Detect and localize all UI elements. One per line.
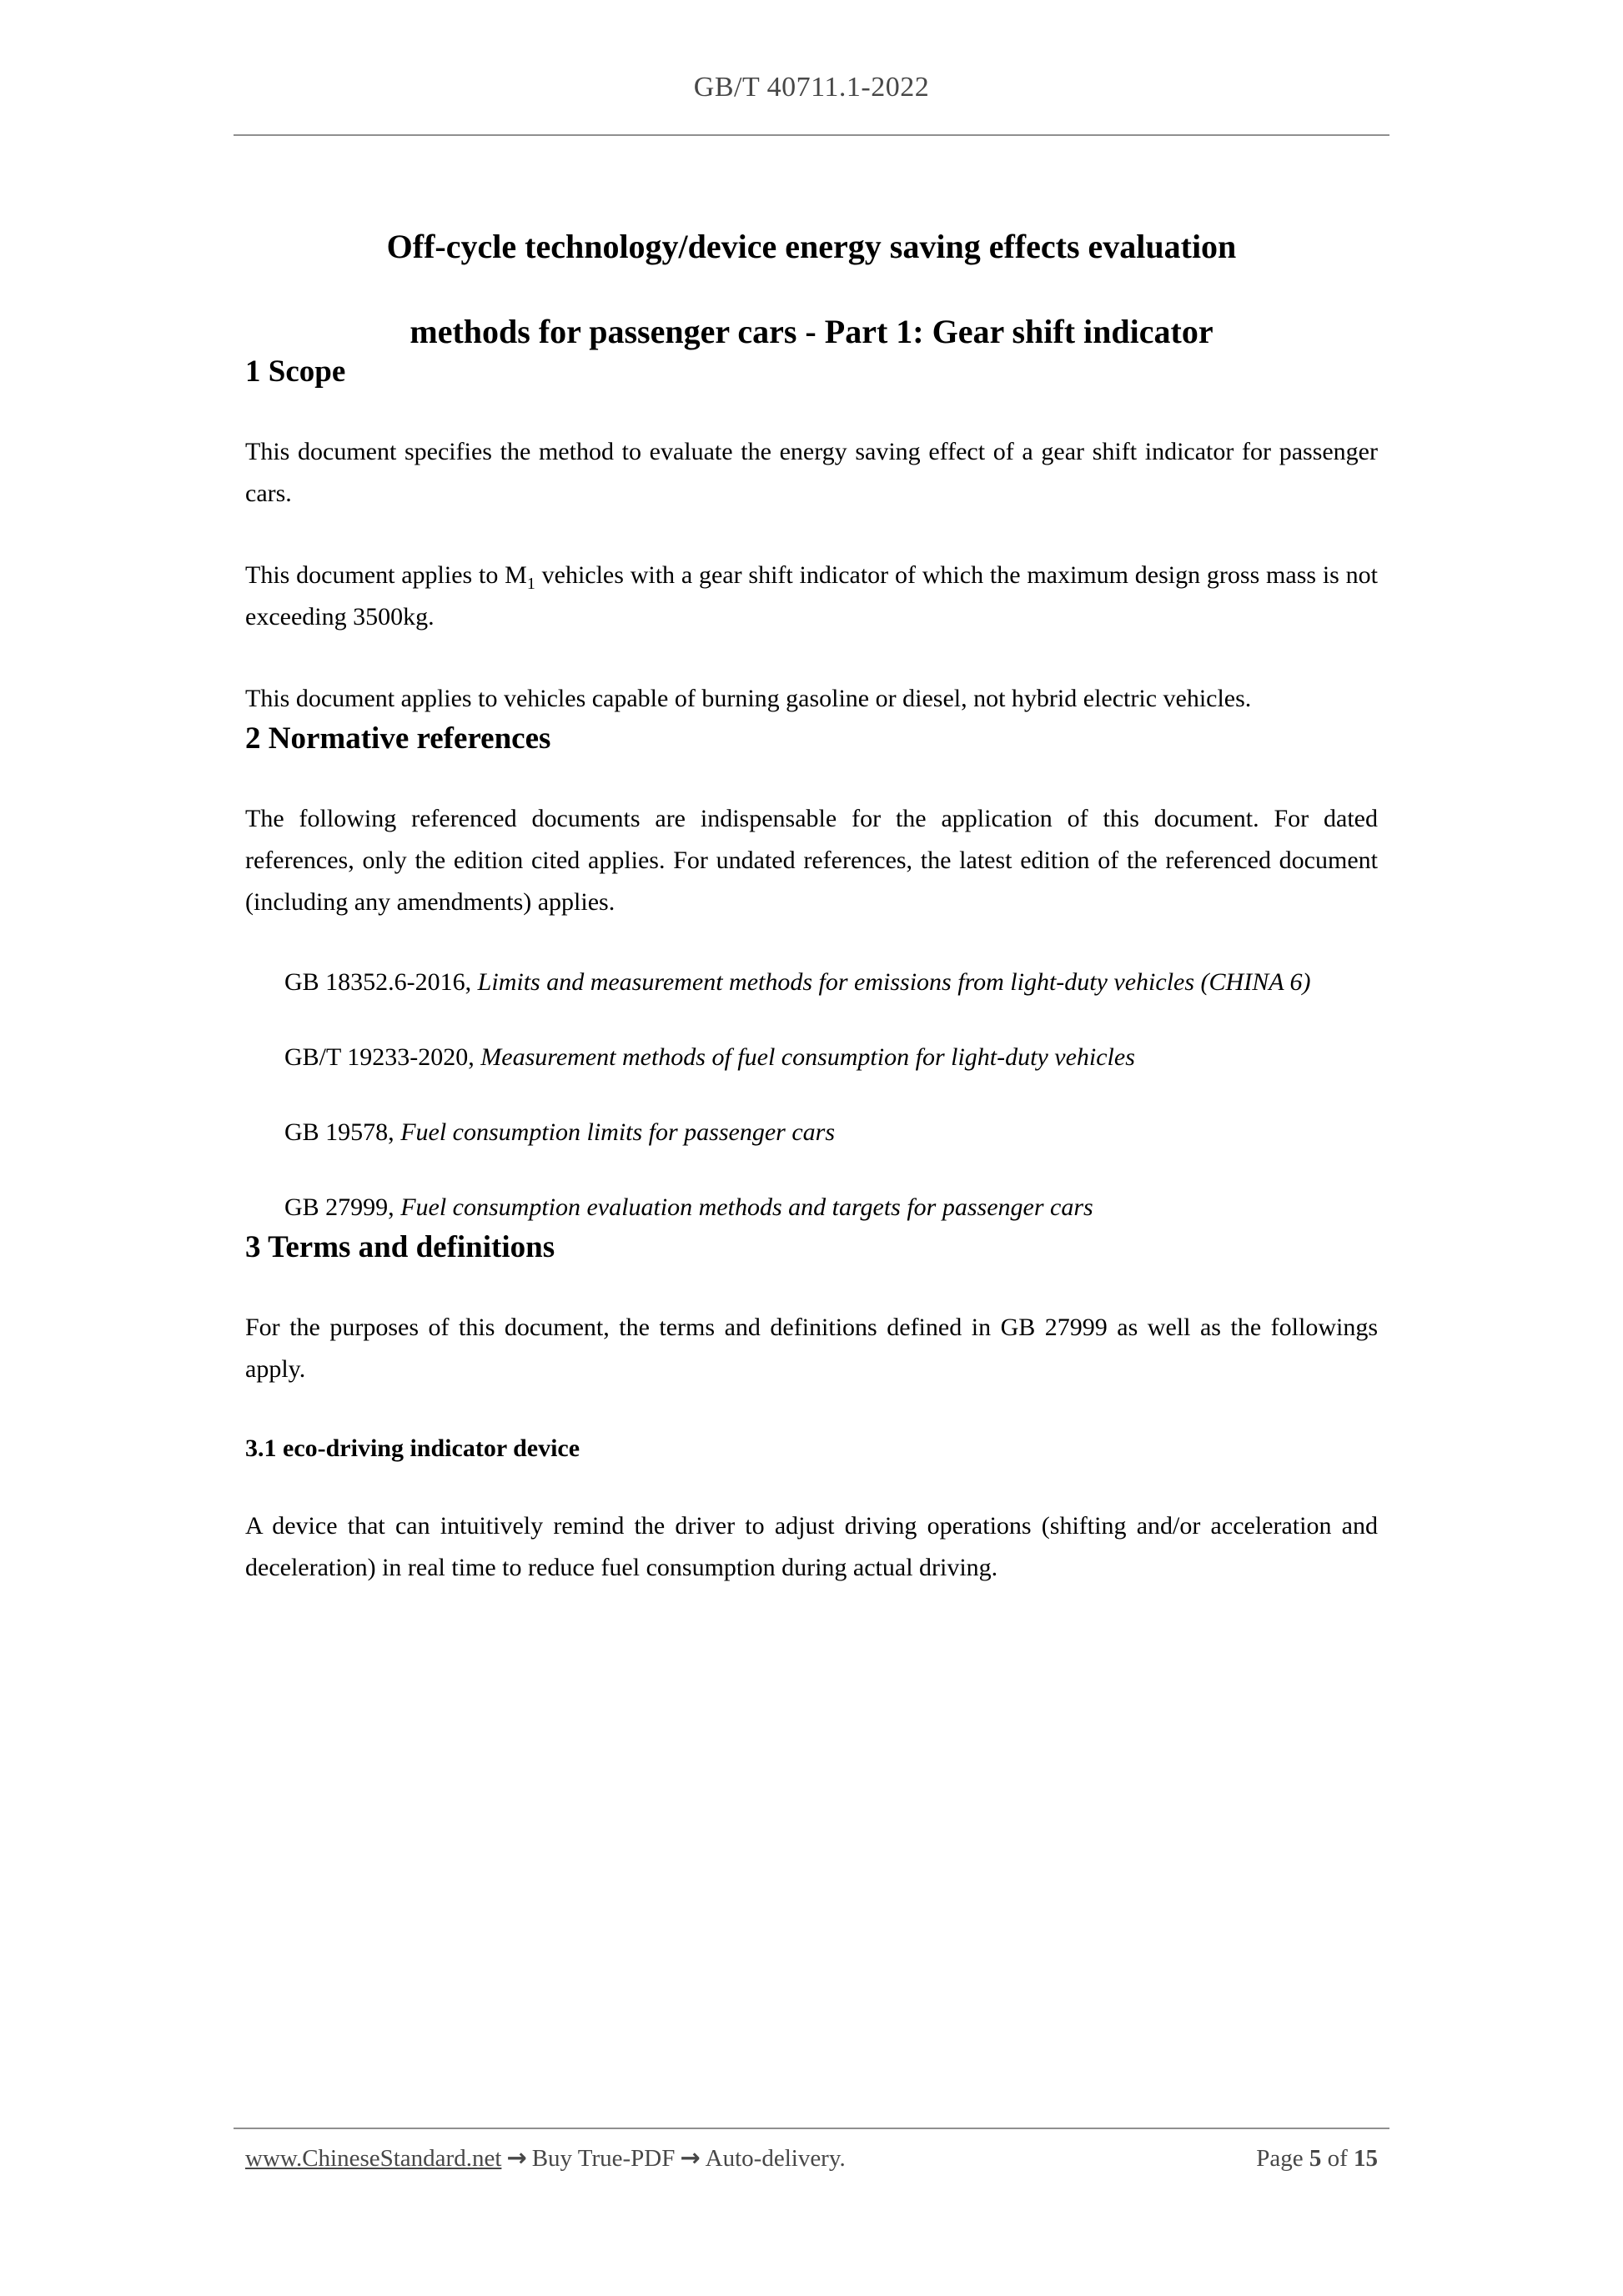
scope-heading: 1 Scope (245, 354, 346, 389)
page-indicator (1256, 2141, 1378, 2176)
scope-paragraph-2-text-cont: vehicles with a gear shift indicator of which the maximum design gross mass is not exceeding 3500kg. (245, 561, 1378, 631)
document-header (234, 71, 1389, 136)
reference-code: GB/T 19233-2020, (284, 1043, 475, 1071)
scope-paragraph-3: This document applies to vehicles capable of burning gasoline or diesel, not hybrid electric vehicles. (245, 685, 1252, 712)
page-label: Page (1256, 2145, 1304, 2172)
terms-definitions-intro: For the purposes of this document, the terms and definitions defined in GB 27999 as well as the followings apply. (245, 1314, 1378, 1383)
scope-paragraph-2 (245, 555, 1378, 638)
document-title-line-1: Off-cycle technology/device energy saving effects evaluation (386, 228, 1237, 265)
document-title (245, 226, 1378, 353)
terms-definitions-heading: 3 Terms and definitions (245, 1230, 555, 1264)
page-total: 15 (1354, 2145, 1378, 2172)
reference-item (284, 1112, 1378, 1153)
reference-code: GB 27999, (284, 1193, 394, 1221)
arrow-icon: → (680, 2143, 701, 2172)
document-title-line-2: methods for passenger cars - Part 1: Gear shift indicator (410, 313, 1213, 350)
footer-rule (234, 2128, 1389, 2129)
arrow-icon: → (506, 2143, 527, 2172)
section-normative-references (234, 720, 1389, 1228)
normative-references-intro: The following referenced documents are indispensable for the application of this document. For dated references, only the edition cited applies. For undated references, the latest edition of the referenced document (including any amendments) applies. (245, 805, 1378, 916)
reference-title: Limits and measurement methods for emissions from light-duty vehicles (CHINA 6) (477, 968, 1311, 996)
page-of-label: of (1327, 2145, 1348, 2172)
section-scope (234, 353, 1389, 720)
page-current: 5 (1309, 2145, 1322, 2172)
header-rule (234, 134, 1389, 136)
section-terms-definitions (234, 1228, 1389, 1589)
header-doc-number: GB/T 40711.1-2022 (693, 72, 930, 103)
normative-references-heading: 2 Normative references (245, 721, 551, 756)
term-3-1-definition: A device that can intuitively remind the driver to adjust driving operations (shifting and/or acceleration and deceleration) in real time to reduce fuel consumption during actual driving. (245, 1512, 1378, 1581)
term-3-1-heading: 3.1 eco-driving indicator device (245, 1434, 580, 1462)
footer-action-delivery: Auto-delivery. (705, 2145, 846, 2172)
m1-subscript: 1 (526, 575, 535, 593)
document-footer (234, 2128, 1389, 2176)
reference-title: Measurement methods of fuel consumption for light-duty vehicles (480, 1043, 1135, 1071)
scope-paragraph-2-text: This document applies to M (245, 561, 527, 589)
reference-item (284, 1187, 1378, 1228)
reference-item (284, 962, 1378, 1003)
footer-action-buy: Buy True-PDF (531, 2145, 676, 2172)
footer-row (234, 2140, 1389, 2176)
reference-title: Fuel consumption limits for passenger cars (400, 1118, 835, 1146)
reference-code: GB 18352.6-2016, (284, 968, 472, 996)
reference-item (284, 1037, 1378, 1078)
footer-site-link[interactable]: www.ChineseStandard.net (245, 2145, 502, 2172)
reference-code: GB 19578, (284, 1118, 394, 1146)
footer-promo (245, 2140, 846, 2176)
scope-paragraph-1: This document specifies the method to evaluate the energy saving effect of a gear shift indicator for passenger cars. (245, 438, 1378, 507)
reference-title: Fuel consumption evaluation methods and targets for passenger cars (400, 1193, 1093, 1221)
